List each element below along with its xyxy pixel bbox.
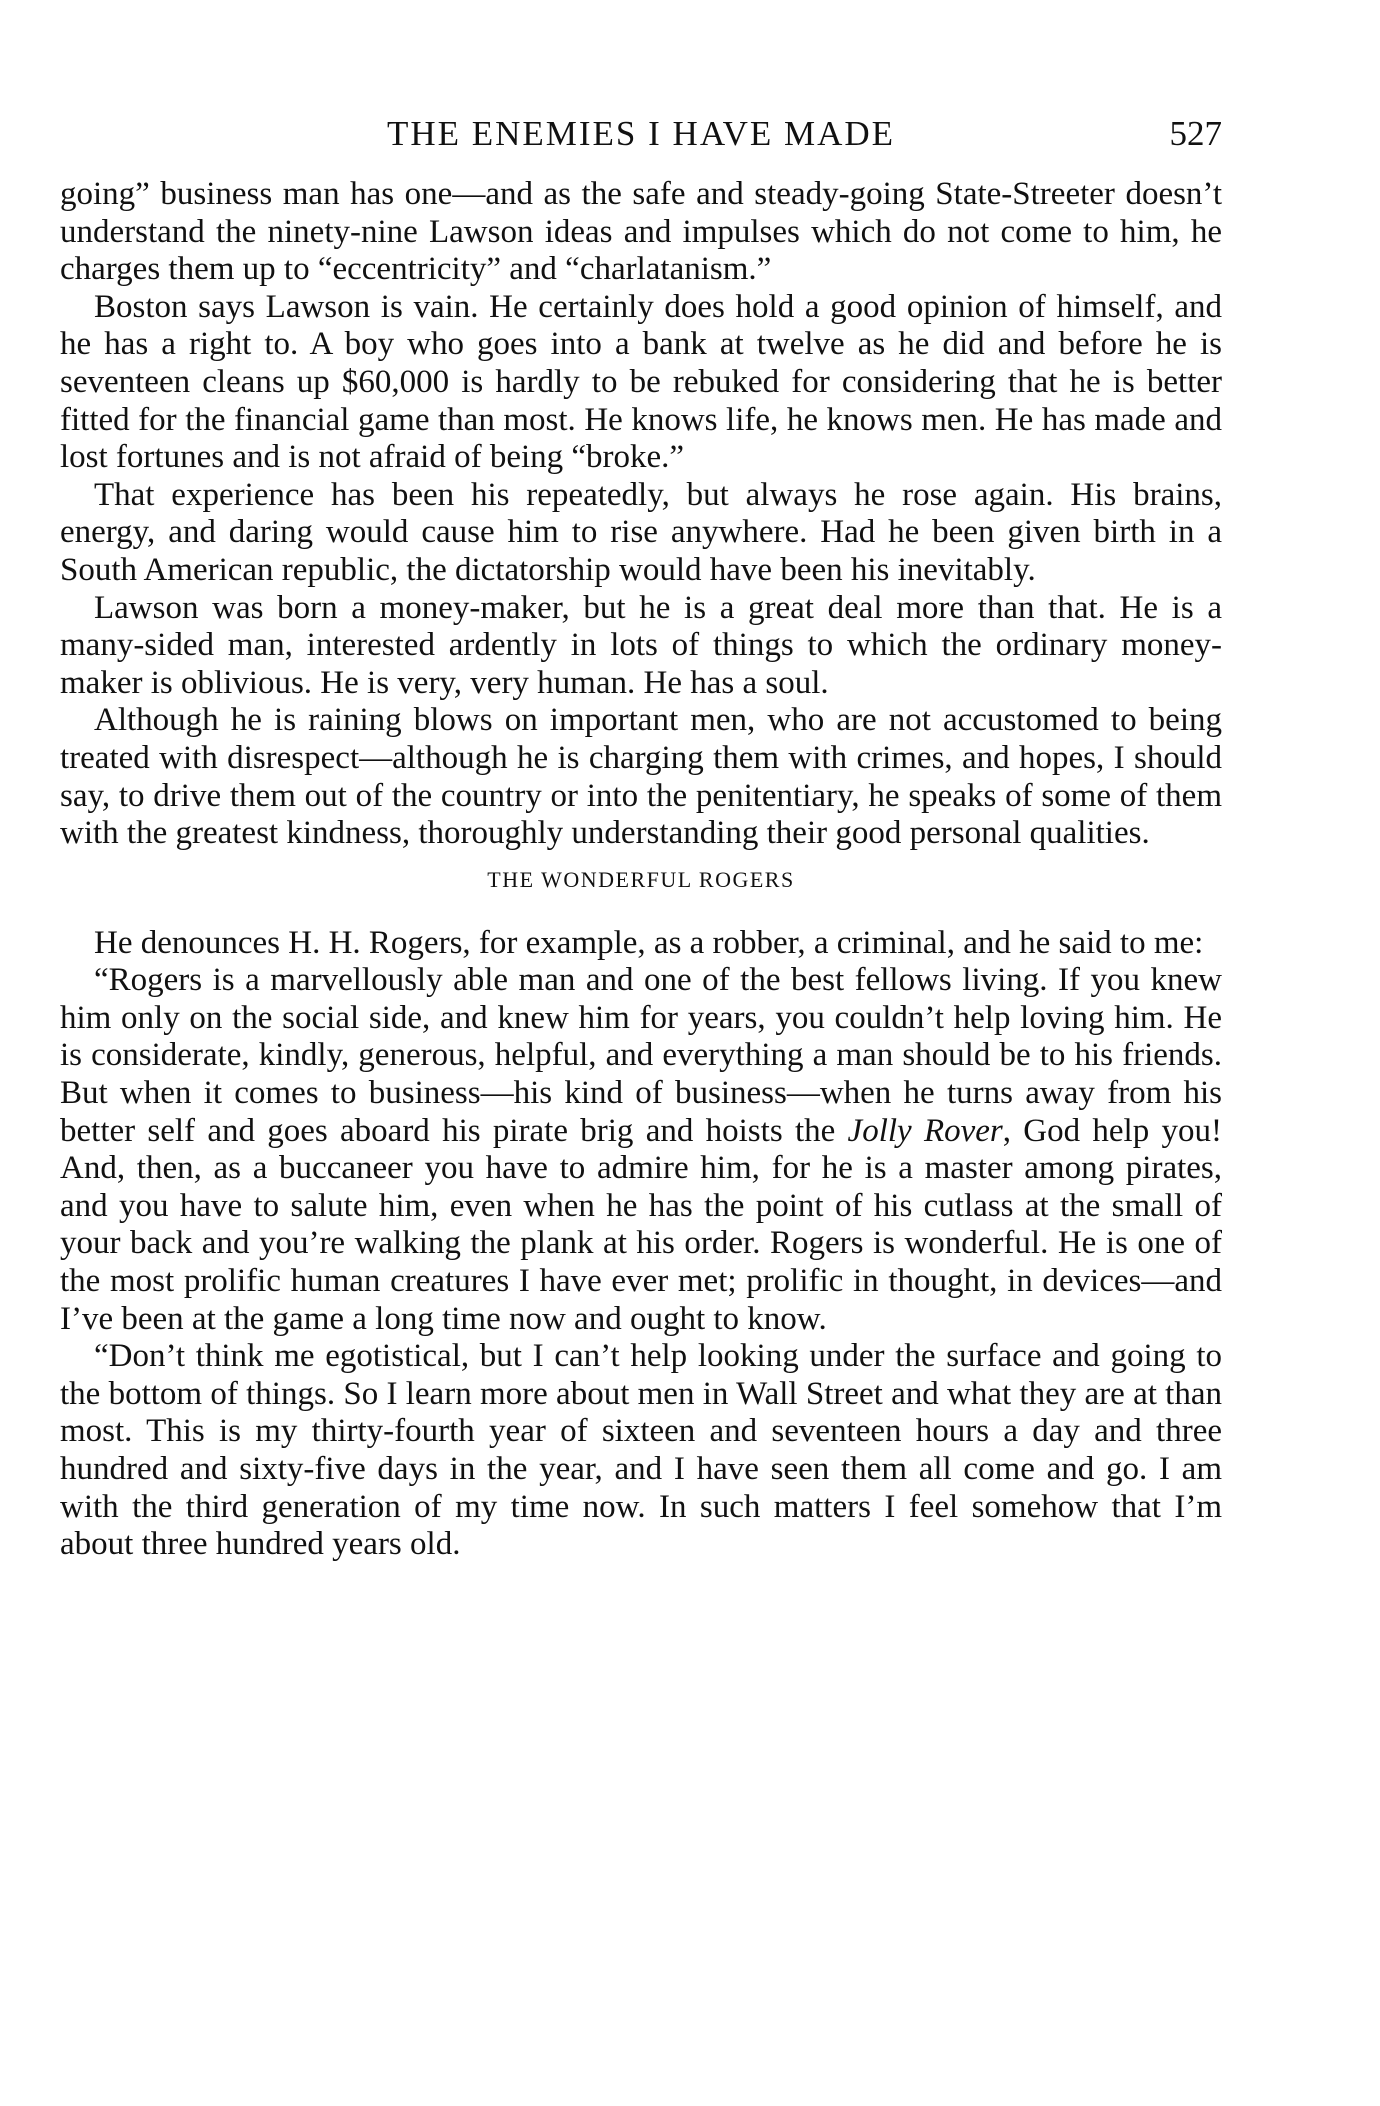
running-head [60,112,1222,156]
paragraph-7-text-start: “Rogers is a marvellously able man and one of the best fellows living. If you knew him only on the social side, and knew him for years, you couldn’t help loving him. He is considerate, kindly, generous, helpful, and everything a man should be to his friends. But when it comes to business—his kind of business—when he turns away from his better self and goes aboard his pirate brig and hoists the [60,962,1222,1149]
paragraph-6: He denounces H. H. Rogers, for example, as a robber, a criminal, and he said to me: [94,924,1204,961]
section-heading: THE WONDERFUL ROGERS [487,866,795,892]
paragraph-8: “Don’t think me egotistical, but I can’t help looking under the surface and going to the bottom of things. So I learn more about men in Wall Street and what they are at than most. This is my thirty-fourth year of sixteen and seventeen hours a day and three hundred and sixty-five days in the year, and I have seen them all come and go. I am with the third generation of my time now. In such matters I feel somehow that I’m about three hundred years old. [60,1338,1222,1563]
paragraph-1: going” business man has one—and as the safe and steady-going State-Streeter doesn’t understand the ninety-nine Lawson ideas and impulses which do not come to him, he charges them up to “eccentricity” and “charlatanism.” [60,176,1222,288]
paragraph-7-text-end: , God help you! And, then, as a buccaneer you have to admire him, for he is a master among pirates, and you have to salute him, even when he has the point of his cutlass at the small of your back and you’re walking the plank at his order. Rogers is wonderful. He is one of the most prolific human creatures I have ever met; prolific in thought, in devices—and I’ve been at the game a long time now and ought to know. [60,1112,1222,1337]
paragraph-5: Although he is raining blows on important men, who are not accustomed to being treated with disrespect—although he is charging them with crimes, and hopes, I should say, to drive them out of the country or into the penitentiary, he speaks of some of them with the greatest kindness, thoroughly understanding their good personal qualities. [60,702,1222,852]
book-page [60,112,1222,1564]
paragraph-2: Boston says Lawson is vain. He certainly does hold a good opinion of himself, and he has a right to. A boy who goes into a bank at twelve as he did and before he is seventeen cleans up $60,000 is hardly to be rebuked for considering that he is better fitted for the financial game than most. He knows life, he knows men. He has made and lost fortunes and is not afraid of being “broke.” [60,288,1222,476]
paragraph-7 [60,962,1222,1338]
ship-name-italic: Jolly Rover [847,1112,1003,1149]
paragraph-4: Lawson was born a money-maker, but he is a great deal more than that. He is a many-sided man, interested ardently in lots of things to which the ordinary money-maker is oblivious. He is very, very human. He has a soul. [60,589,1222,701]
paragraph-3: That experience has been his repeatedly, but always he rose again. His brains, energy, and daring would cause him to rise anywhere. Had he been given birth in a South American republic, the dictatorship would have been his inevitably. [60,476,1222,588]
page-number: 527 [1169,114,1222,153]
running-title: THE ENEMIES I HAVE MADE [386,114,896,153]
